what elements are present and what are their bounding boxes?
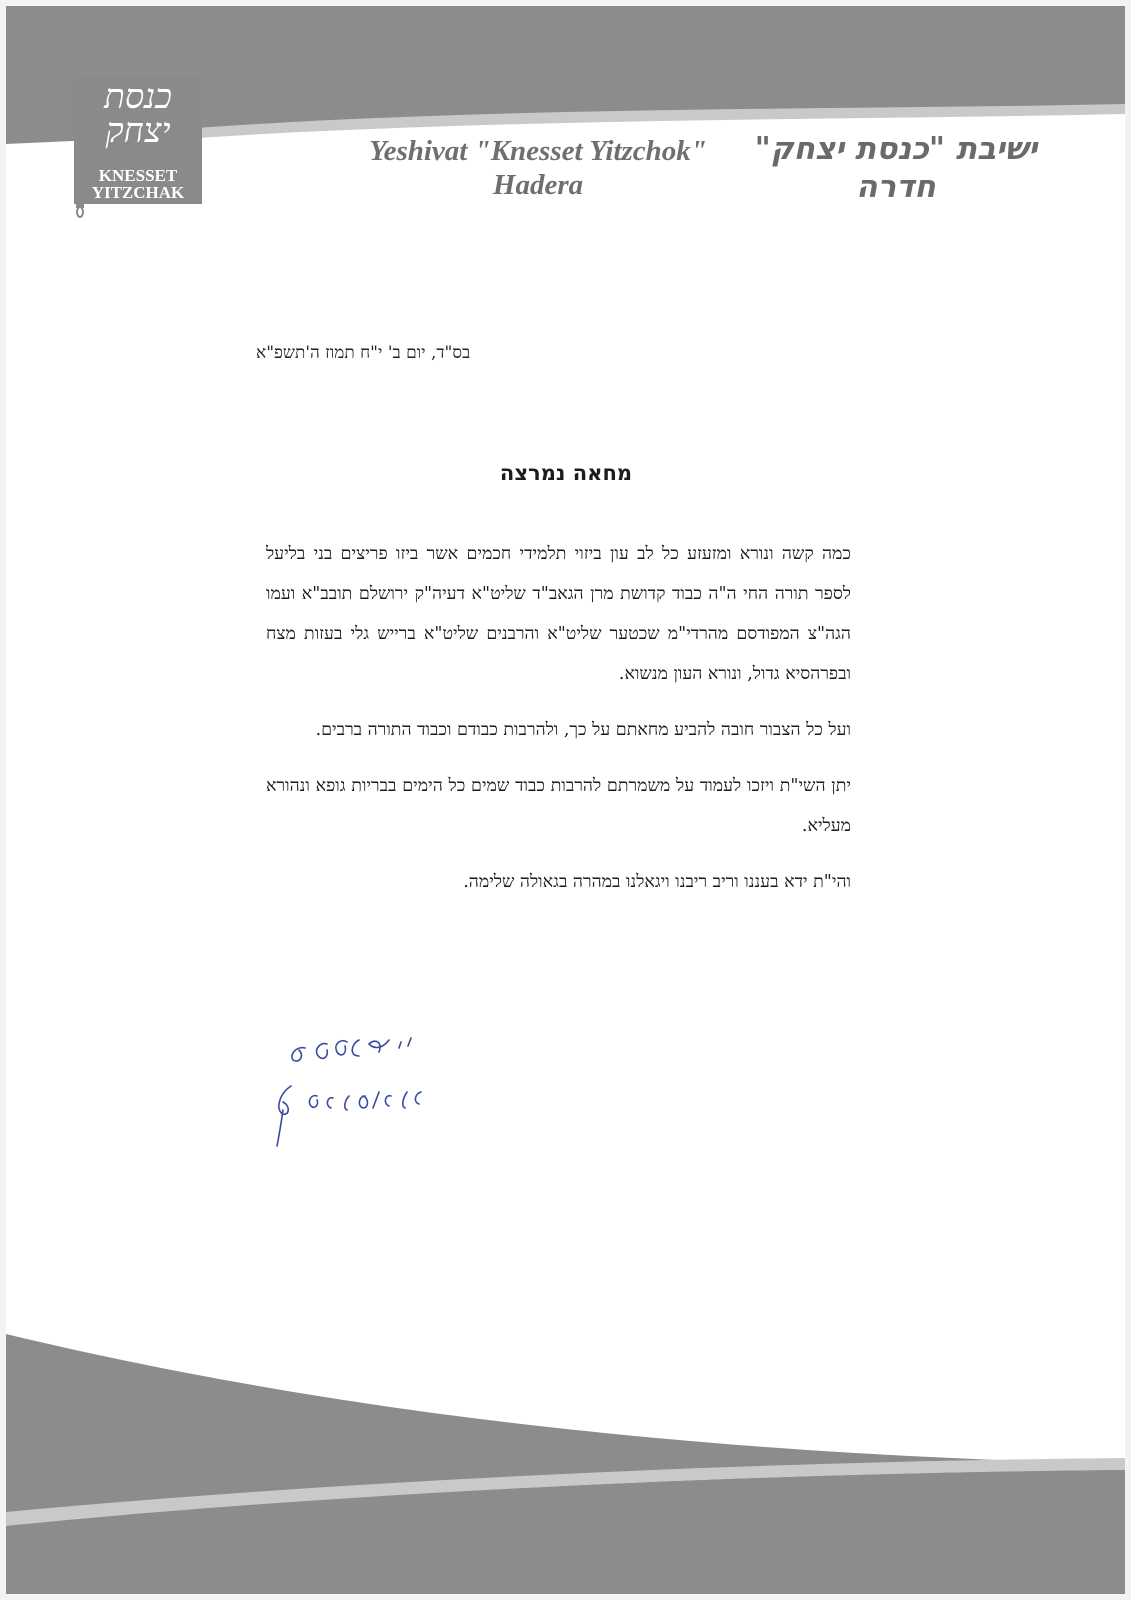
logo-box: [74, 76, 202, 204]
latin-name-line1: Yeshivat "Knesset Yitzchok": [369, 135, 707, 167]
body-paragraph-2: ועל כל הצבור חובה להביע מחאתם על כך, ולהרבות כבודם וכבוד התורה ברבים.: [315, 720, 851, 740]
logo-hebrew-line1: כנסת: [104, 77, 172, 117]
letter-body: [266, 534, 851, 918]
body-paragraph-4: והי"ת ידא בעננו וריב ריבנו ויגאלנו במהרה בגאולה שלימה.: [463, 872, 851, 892]
letter-page: [6, 6, 1125, 1594]
letter-date: בס"ד, יום ב' י"ח תמוז ה'תשפ"א: [256, 343, 471, 363]
body-paragraph-1: כמה קשה ונורא ומזעזע כל לב עון ביזוי תלמידי חכמים אשר ביזו פריצים בני בליעל לספר תורה החי ה"ה כבוד קדושת מרן הגאב"ד שליט"א דעיה"ק ירושלם תובב"א ועמו הגה"צ המפודסם מהרדי"מ שכטער שליט"א והרבנים שליט"א ברייש גלי בעזות מצח ובפרהסיא גדול, ונורא העון מנשוא.: [266, 544, 851, 684]
latin-name-line2: Hadera: [492, 169, 584, 201]
logo-latin-line2: YITZCHAK: [91, 183, 185, 202]
body-paragraph-3: יתן השי"ת ויזכו לעמוד על משמרתם להרבות כבוד שמים כל הימים בבריות גופא ונהורא מעליא.: [266, 776, 851, 836]
hebrew-name-line2: חדרה: [856, 169, 936, 205]
logo-latin-line1: KNESSET: [98, 166, 178, 185]
scroll-handle-icon: [74, 196, 94, 218]
yeshiva-hebrew-name: [736, 130, 1056, 206]
yeshiva-latin-name: [368, 134, 708, 202]
logo-hebrew-line2: יצחק: [105, 111, 171, 151]
letter-title: מחאה נמרצה: [499, 461, 633, 485]
handwritten-signatures: [261, 1026, 441, 1166]
yeshiva-logo: [74, 76, 204, 216]
footer-band: [6, 1334, 1125, 1594]
logo-hebrew-text: [78, 77, 198, 151]
hebrew-name-line1: ישיבת "כנסת יצחק": [754, 131, 1038, 167]
